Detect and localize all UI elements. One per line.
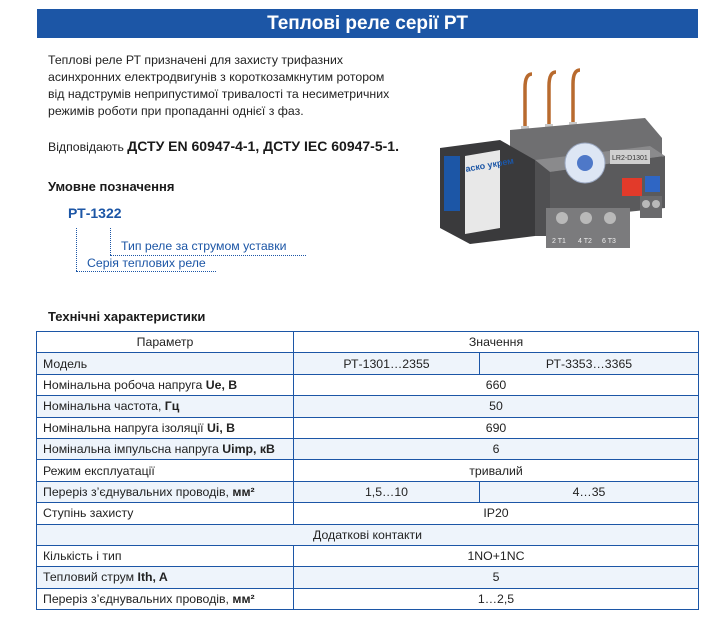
specs-table [36,331,699,610]
row-value: РТ-3353…3365 [480,353,699,374]
intro-text [48,52,428,120]
svg-text:6 T3: 6 T3 [602,238,616,245]
table-row [37,460,699,481]
table-row [37,438,699,459]
designation-leader-series [76,228,77,271]
table-row [37,503,699,524]
row-value: 1,5…10 [294,481,480,502]
svg-text:аско укрем: аско укрем [464,155,515,174]
row-value: 1…2,5 [294,588,699,609]
row-label: Номінальна робоча напруга Ue, В [37,374,294,395]
table-row [37,481,699,502]
designation-leader-type [110,228,111,255]
intro-line: режимів роботи при пропаданні однієї з фаз. [48,104,304,118]
row-value: 1NO+1NC [294,545,699,566]
title-bar [37,9,698,38]
header-value: Значення [294,332,699,353]
table-subheader-row [37,524,699,545]
row-value: 4…35 [480,481,699,502]
intro-line: Теплові реле РТ призначені для захисту трифазних [48,53,343,67]
row-label: Номінальна частота, Гц [37,396,294,417]
standards-prefix: Відповідають [48,140,128,154]
row-value: 690 [294,417,699,438]
row-label: Режим експлуатації [37,460,294,481]
row-value: 5 [294,567,699,588]
row-label: Переріз з’єднувальних проводів, мм² [37,481,294,502]
row-value: РТ-1301…2355 [294,353,480,374]
thermal-relay-image [440,68,690,258]
row-label: Кількість і тип [37,545,294,566]
table-row [37,374,699,395]
row-value: IP20 [294,503,699,524]
row-label: Номінальна імпульсна напруга Uimp, кВ [37,438,294,459]
header-param: Параметр [37,332,294,353]
table-row [37,545,699,566]
row-value: 6 [294,438,699,459]
table-row [37,396,699,417]
row-label: Тепловий струм Ith, A [37,567,294,588]
page-title: Теплові реле серії РТ [267,13,468,34]
row-label: Модель [37,353,294,374]
table-row [37,417,699,438]
intro-line: від надструмів неприпустимої тривалості та несиметричних [48,87,390,101]
designation-leader-series-underline [76,271,216,272]
table-row [37,588,699,609]
designation-series-label: Серія теплових реле [87,256,206,270]
row-value: тривалий [294,460,699,481]
standards-value: ДСТУ EN 60947-4-1, ДСТУ IEC 60947-5-1. [127,138,399,154]
svg-text:LR2-D1301: LR2-D1301 [612,155,648,162]
svg-text:2 T1: 2 T1 [552,238,566,245]
row-value: 660 [294,374,699,395]
designation-heading: Умовне позначення [48,179,175,194]
specs-heading: Технічні характеристики [48,309,206,324]
designation-code: РТ-1322 [68,205,122,221]
designation-type-label: Тип реле за струмом уставки [121,239,287,253]
row-label: Ступінь захисту [37,503,294,524]
aux-contacts-heading: Додаткові контакти [37,524,699,545]
table-header-row [37,332,699,353]
row-label: Номінальна напруга ізоляції Ui, В [37,417,294,438]
svg-text:4 T2: 4 T2 [578,238,592,245]
table-row [37,353,699,374]
intro-line: асинхронних електродвигунів з короткозамкнутим ротором [48,70,385,84]
row-label: Переріз з’єднувальних проводів, мм² [37,588,294,609]
standards-line [48,138,399,154]
row-value: 50 [294,396,699,417]
table-row [37,567,699,588]
